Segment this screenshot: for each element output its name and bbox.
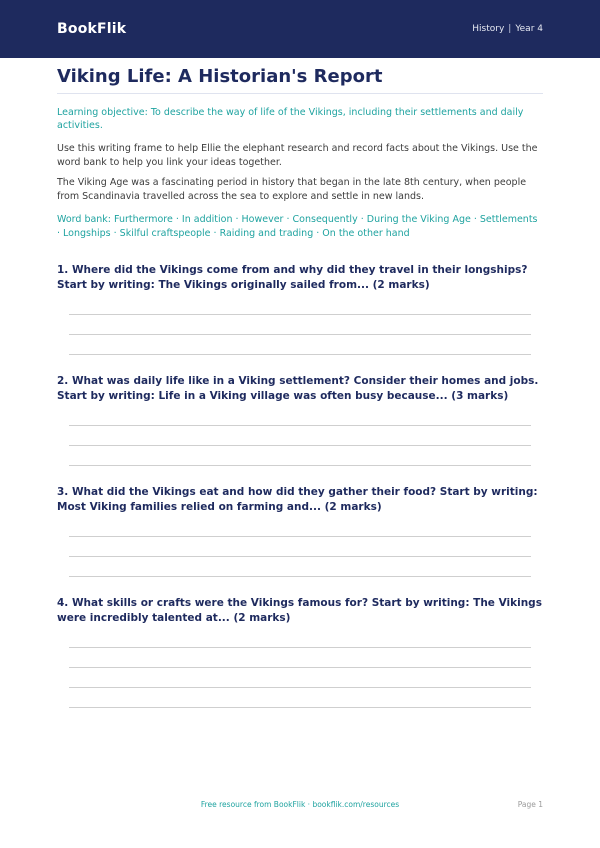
question-text: 1. Where did the Vikings come from and why did they travel in their longships? Start by writing: The Vikings originally sailed from... (2 marks) <box>57 264 528 291</box>
intro-text: Use this writing frame to help Ellie the elephant research and record facts about the Vikings. Use the word bank to help you link your ideas together. <box>57 143 538 168</box>
answer-line[interactable] <box>69 465 531 466</box>
question-4 <box>57 596 543 708</box>
answer-area[interactable] <box>69 647 531 708</box>
context-text: The Viking Age was a fascinating period in history that began in the late 8th century, when people from Scandinavia travelled across the sea to explore and settle in new lands. <box>57 177 527 202</box>
meta-separator: | <box>508 24 512 34</box>
answer-line[interactable] <box>69 707 531 708</box>
answer-line[interactable] <box>69 576 531 577</box>
answer-line[interactable] <box>69 536 531 537</box>
question-text: 3. What did the Vikings eat and how did they gather their food? Start by writing: Most Viking families relied on farming and... (2 marks) <box>57 486 538 513</box>
word-bank: Word bank: Furthermore · In addition · However · Consequently · During the Viking Age · Settlements · Longships · Skilful craftspeople · Raiding and trading · On the other hand <box>57 214 538 239</box>
subject-meta <box>472 24 543 34</box>
answer-area[interactable] <box>69 425 531 466</box>
page-title: Viking Life: A Historian's Report <box>57 66 383 87</box>
question-1 <box>57 263 543 355</box>
answer-line[interactable] <box>69 445 531 446</box>
question-text: 4. What skills or crafts were the Vikings famous for? Start by writing: The Vikings were incredibly talented at... (2 marks) <box>57 597 542 624</box>
page-footer <box>0 800 600 809</box>
answer-line[interactable] <box>69 556 531 557</box>
answer-line[interactable] <box>69 334 531 335</box>
answer-line[interactable] <box>69 687 531 688</box>
answer-line[interactable] <box>69 425 531 426</box>
brand-logo[interactable]: BookFlik <box>57 21 127 37</box>
answer-line[interactable] <box>69 314 531 315</box>
answer-line[interactable] <box>69 354 531 355</box>
year-label: Year 4 <box>515 24 543 34</box>
page-header <box>0 0 600 58</box>
page-number: Page 1 <box>517 800 543 809</box>
footer-credit-link[interactable]: Free resource from BookFlik · bookflik.com/resources <box>200 800 400 809</box>
answer-area[interactable] <box>69 536 531 577</box>
answer-area[interactable] <box>69 314 531 355</box>
question-text: 2. What was daily life like in a Viking settlement? Consider their homes and jobs. Start by writing: Life in a Viking village was often busy because... (3 marks) <box>57 375 539 402</box>
question-2 <box>57 374 543 466</box>
question-3 <box>57 485 543 577</box>
subject-label: History <box>472 24 505 34</box>
learning-objective: Learning objective: To describe the way of life of the Vikings, including their settlements and daily activities. <box>57 107 524 131</box>
worksheet-content <box>0 66 600 708</box>
answer-line[interactable] <box>69 667 531 668</box>
answer-line[interactable] <box>69 647 531 648</box>
title-divider <box>57 93 543 94</box>
